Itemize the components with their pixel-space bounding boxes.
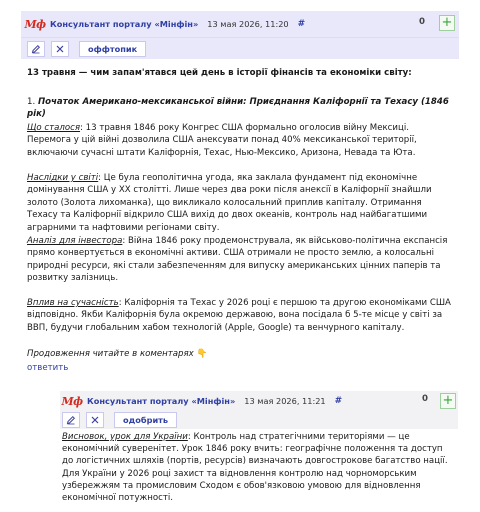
upvote-button[interactable]: + bbox=[440, 393, 456, 409]
post-card bbox=[21, 11, 459, 59]
post-item-title bbox=[27, 96, 452, 121]
edit-button[interactable] bbox=[62, 412, 80, 428]
permalink-hash[interactable]: # bbox=[334, 396, 343, 406]
minfin-logo bbox=[62, 394, 82, 408]
paragraph-consequences bbox=[27, 172, 452, 234]
close-icon bbox=[55, 44, 65, 54]
offtopic-button[interactable]: оффтопик bbox=[79, 41, 146, 57]
close-icon bbox=[90, 415, 100, 425]
reply-link[interactable]: ответить bbox=[27, 363, 69, 373]
p3-text: : Війна 1846 року продемонструвала, як військово-політична експансія прямо конвертується в економічні активи. США отримали не просто землю, а колосальні природні ресурси, які стали забезпеченням для випуску американських цінних паперів та розвитку залізниць. bbox=[27, 236, 448, 284]
p2-label: Наслідки у світі bbox=[27, 173, 99, 183]
item-title: Початок Американо-мексиканської війни: Приєднання Каліфорнії та Техасу (1846 рік) bbox=[27, 97, 449, 120]
p3-label: Аналіз для інвестора bbox=[27, 236, 123, 246]
headline-text: 13 травня — чим запам'ятався цей день в історії фінансів та економіки світу: bbox=[27, 68, 412, 78]
post-toolbar bbox=[21, 37, 459, 59]
paragraph-modern-impact bbox=[27, 297, 452, 334]
reply-date: 13 мая 2026, 11:21 bbox=[244, 396, 326, 406]
paragraph-investor-analysis bbox=[27, 235, 452, 285]
author-link[interactable]: Консультант порталу «Мінфін» bbox=[50, 19, 199, 29]
approve-button[interactable]: одобрить bbox=[114, 412, 177, 428]
post-date: 13 мая 2026, 11:20 bbox=[207, 19, 289, 29]
upvote-button[interactable]: + bbox=[439, 15, 455, 31]
p4-label: Вплив на сучасність bbox=[27, 298, 119, 308]
minfin-logo bbox=[25, 17, 45, 31]
logo-text: Мф bbox=[24, 17, 46, 31]
author-link[interactable]: Консультант порталу «Мінфін» bbox=[87, 396, 236, 406]
item-number: 1. bbox=[27, 97, 36, 107]
permalink-hash[interactable]: # bbox=[297, 19, 306, 29]
reply-toolbar bbox=[60, 411, 458, 429]
vote-score: 0 bbox=[419, 17, 425, 27]
edit-button[interactable] bbox=[27, 41, 45, 57]
reply-header bbox=[60, 391, 458, 411]
reply-text bbox=[62, 431, 452, 504]
delete-button[interactable] bbox=[51, 41, 69, 57]
pointing-down-emoji-icon: 👇 bbox=[196, 349, 208, 359]
p1-label: Що сталося bbox=[27, 123, 81, 133]
vote-score: 0 bbox=[422, 394, 428, 404]
p1-text: : 13 травня 1846 року Конгрес США формально оголосив війну Мексиці. Перемога у цій війні дозволила США анексувати понад 40% мексиканської території, включаючи сучасні штати Каліфорнія, Техас, Нью-Мексико, Аризона, Невада та Юта. bbox=[27, 123, 417, 158]
post-header bbox=[21, 11, 459, 37]
continue-note bbox=[27, 348, 452, 360]
reply-label: Висновок, урок для України bbox=[62, 432, 188, 442]
p4-text: : Каліфорнія та Техас у 2026 році є першою та другою економіками США відповідно. Якби Каліфорнія була окремою державою, вона посідала б 5-те місце у світі за ВВП, будучи глобальним хабом технологій (Apple, Google) та венчурного капіталу. bbox=[27, 298, 451, 333]
logo-text: Мф bbox=[61, 394, 83, 408]
post-headline bbox=[27, 67, 452, 79]
pencil-icon bbox=[31, 44, 41, 54]
reply-card bbox=[60, 391, 458, 429]
continue-text: Продовження читайте в коментарях bbox=[27, 349, 194, 359]
reply-body: : Контроль над стратегічними територіями — це економічний суверенітет. Урок 1846 року вчить: географічне положення та доступ до логістичних шляхів (портів, ресурсів) визначають довгострокове багатство нації. Для України у 2026 році захист та відновлення контролю над чорноморським узбережжям та промисловим Сходом є обов'язковою умовою для відновлення економічної потужності. bbox=[62, 432, 448, 504]
delete-button[interactable] bbox=[86, 412, 104, 428]
paragraph-what-happened bbox=[27, 122, 452, 159]
p2-text: : Це була геополітична угода, яка заклала фундамент під економічне домінування США у XX столітті. Лише через два роки після анексії в Каліфорнії знайшли золото (Золота лихоманка), що викликало колосальний приплив капіталу. Отримання Техасу та Каліфорнії відкрило США вихід до двох океанів, контроль над найбагатшими аграрними та нафтовими регіонами світу. bbox=[27, 173, 432, 233]
pencil-icon bbox=[66, 415, 76, 425]
